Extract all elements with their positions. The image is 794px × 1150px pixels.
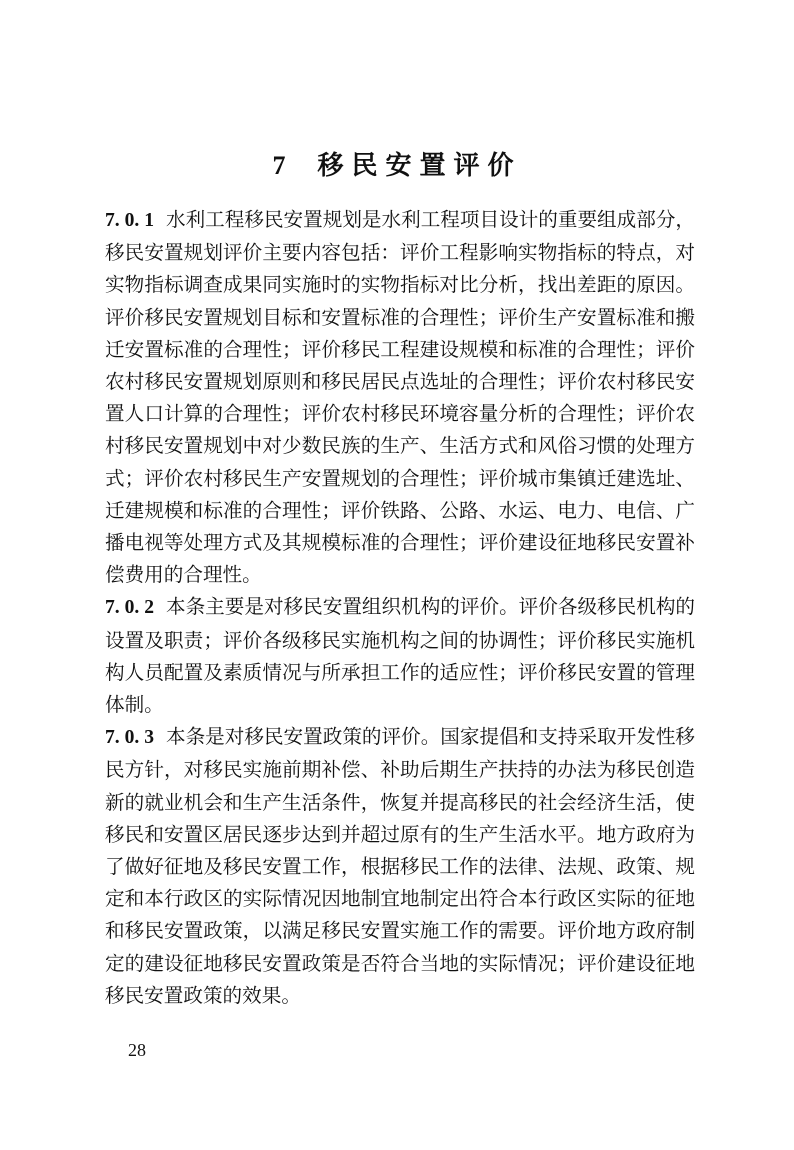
- chapter-title: [0, 145, 794, 182]
- clause-7-0-1: [105, 204, 695, 591]
- chapter-number: 7: [272, 151, 294, 181]
- clause-7-0-2: [105, 591, 695, 721]
- clause-7-0-3: [105, 721, 695, 1012]
- clause-text: 水利工程移民安置规划是水利工程项目设计的重要组成部分，移民安置规划评价主要内容包括：评价工程影响实物指标的特点，对实物指标调查成果同实施时的实物指标对比分析，找出差距的原因。评价移民安置规划目标和安置标准的合理性；评价生产安置标准和搬迁安置标准的合理性；评价移民工程建设规模和标准的合理性；评价农村移民安置规划原则和移民居民点选址的合理性；评价农村移民安置人口计算的合理性；评价农村移民环境容量分析的合理性；评价农村移民安置规划中对少数民族的生产、生活方式和风俗习惯的处理方式；评价农村移民生产安置规划的合理性；评价城市集镇迁建选址、迁建规模和标准的合理性；评价铁路、公路、水运、电力、电信、广播电视等处理方式及其规模标准的合理性；评价建设征地移民安置补偿费用的合理性。: [105, 208, 696, 587]
- clause-text: 本条是对移民安置政策的评价。国家提倡和支持采取开发性移民方针，对移民实施前期补偿、补助后期生产扶持的办法为移民创造新的就业机会和生产生活条件，恢复并提高移民的社会经济生活，使移民和安置区居民逐步达到并超过原有的生产生活水平。地方政府为了做好征地及移民安置工作，根据移民工作的法律、法规、政策、规定和本行政区的实际情况因地制宜地制定出符合本行政区实际的征地和移民安置政策，以满足移民安置实施工作的需要。评价地方政府制定的建设征地移民安置政策是否符合当地的实际情况；评价建设征地移民安置政策的效果。: [105, 725, 696, 1007]
- document-body: [105, 204, 695, 1012]
- chapter-title-text: 移民安置评价: [317, 151, 522, 182]
- clause-number: 7. 0. 1: [105, 210, 154, 231]
- clause-text: 本条主要是对移民安置组织机构的评价。评价各级移民机构的设置及职责；评价各级移民实施机构之间的协调性；评价移民实施机构人员配置及素质情况与所承担工作的适应性；评价移民安置的管理体制。: [105, 595, 696, 717]
- clause-number: 7. 0. 3: [105, 727, 154, 749]
- page-number: 28: [128, 1040, 146, 1060]
- clause-number: 7. 0. 2: [105, 597, 154, 619]
